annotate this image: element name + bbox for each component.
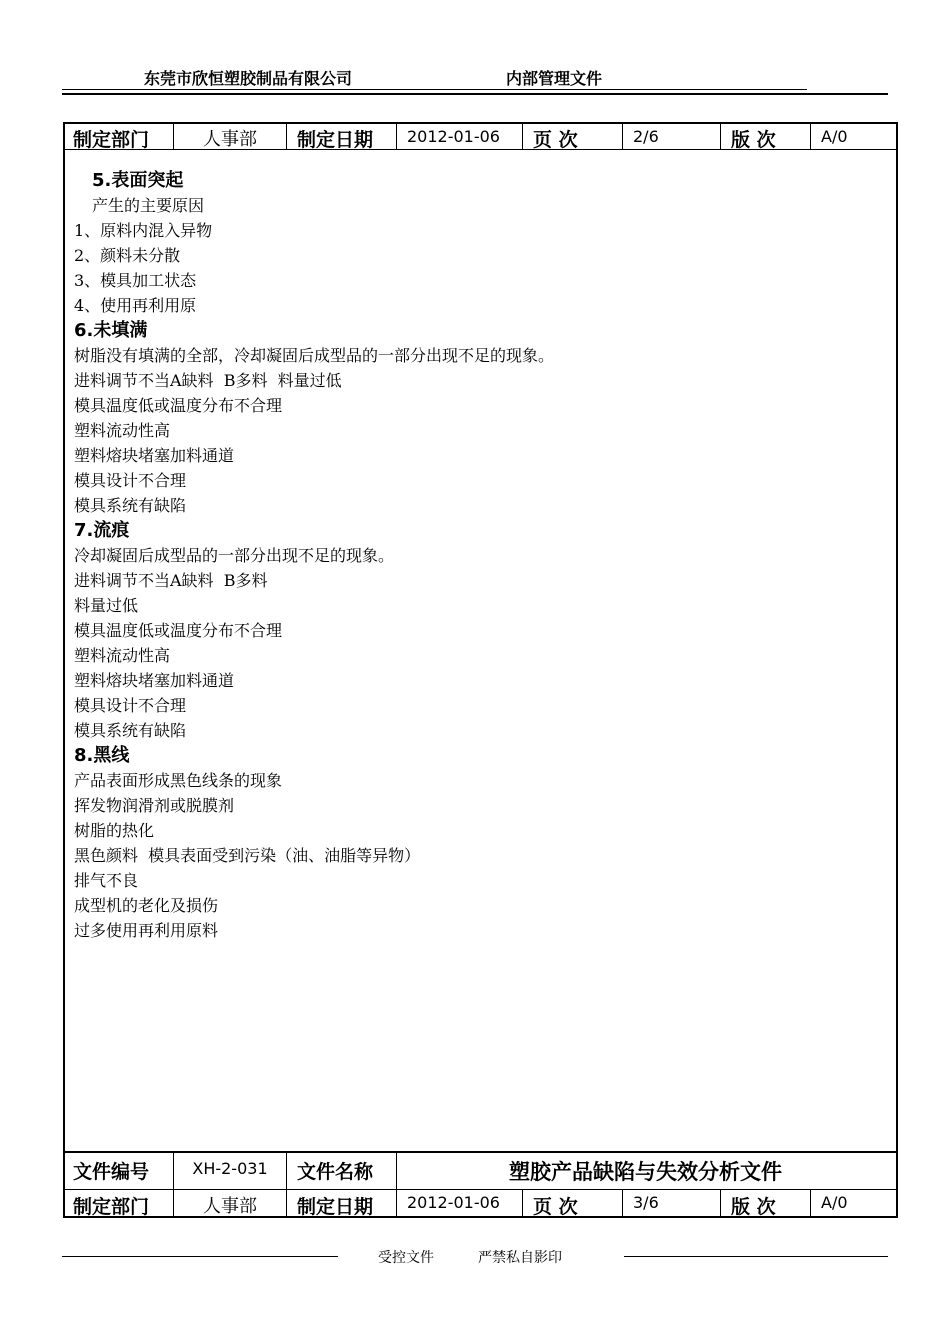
- page-label-cell: [523, 1190, 623, 1216]
- file-number-label-cell: [63, 1153, 174, 1189]
- dept-label: 制定部门: [73, 1196, 150, 1218]
- section-title: 7.流痕: [74, 520, 130, 541]
- section-line: 料量过低: [74, 596, 139, 615]
- version-label-cell: [721, 124, 811, 149]
- section-6: [74, 318, 884, 518]
- footer-rule-left: [62, 1256, 338, 1257]
- dept-label: 制定部门: [73, 129, 150, 151]
- file-number-value-cell: [174, 1153, 287, 1189]
- file-number-label: 文件编号: [73, 1161, 150, 1183]
- header-rule-thin: [62, 89, 807, 90]
- section-line: 黑色颜料 模具表面受到污染（油、油脂等异物）: [74, 846, 421, 865]
- section-line: 塑料流动性高: [74, 646, 171, 665]
- page-label-cell: [523, 124, 623, 149]
- date-label-cell: [287, 1190, 397, 1216]
- section-line: 模具系统有缺陷: [74, 721, 187, 740]
- section-line: 塑料流动性高: [74, 421, 171, 440]
- section-line: 模具设计不合理: [74, 471, 187, 490]
- section-line: 进料调节不当A缺料 B多料 料量过低: [74, 371, 342, 390]
- section-line: 树脂没有填满的全部，冷却凝固后成型品的一部分出现不足的现象。: [74, 346, 555, 365]
- section-line: 模具温度低或温度分布不合理: [74, 621, 283, 640]
- version-label: 版 次: [731, 129, 776, 151]
- bottom-info-row: [63, 1189, 898, 1218]
- controlled-document-note: 受控文件: [378, 1250, 434, 1266]
- section-line: 塑料熔块堵塞加料通道: [74, 446, 235, 465]
- section-line: 过多使用再利用原料: [74, 921, 219, 940]
- page-value: 2/6: [633, 127, 659, 146]
- page-label: 页 次: [533, 129, 578, 151]
- section-line: 模具设计不合理: [74, 696, 187, 715]
- version-label-cell: [721, 1190, 811, 1216]
- version-value-cell: [811, 1190, 894, 1216]
- date-value-cell: [397, 1190, 523, 1216]
- company-name: 东莞市欣恒塑胶制品有限公司: [144, 69, 353, 88]
- version-value: A/0: [821, 127, 848, 146]
- section-line: 塑料熔块堵塞加料通道: [74, 671, 235, 690]
- file-name-value-cell: [397, 1153, 894, 1189]
- version-label: 版 次: [731, 1196, 776, 1218]
- section-title: 8.黑线: [74, 745, 130, 766]
- date-value: 2012-01-06: [407, 127, 500, 146]
- date-label: 制定日期: [297, 129, 374, 151]
- section-line: 1、原料内混入异物: [74, 221, 213, 240]
- version-value: A/0: [821, 1193, 848, 1212]
- section-line: 3、模具加工状态: [74, 271, 197, 290]
- file-name-label-cell: [287, 1153, 397, 1189]
- section-5: [74, 168, 884, 318]
- section-line: 树脂的热化: [74, 821, 155, 840]
- section-8: [74, 743, 884, 943]
- section-7: [74, 518, 884, 743]
- file-number-value: XH-2-031: [192, 1159, 268, 1178]
- section-line: 进料调节不当A缺料 B多料: [74, 571, 268, 590]
- date-label-cell: [287, 124, 397, 149]
- page-value: 3/6: [633, 1193, 659, 1212]
- version-value-cell: [811, 124, 894, 149]
- section-line: 产生的主要原因: [92, 196, 205, 215]
- date-value: 2012-01-06: [407, 1193, 500, 1212]
- dept-value: 人事部: [203, 129, 257, 150]
- document-body: [74, 168, 884, 943]
- page-footer: [62, 1244, 888, 1268]
- no-copy-note: 严禁私自影印: [478, 1250, 562, 1266]
- section-line: 冷却凝固后成型品的一部分出现不足的现象。: [74, 546, 395, 565]
- top-info-row: [63, 122, 898, 150]
- section-title: 6.未填满: [74, 320, 148, 341]
- footer-rule-right: [624, 1256, 888, 1257]
- header-rule-thick: [62, 93, 888, 95]
- section-line: 4、使用再利用原: [74, 296, 197, 315]
- section-line: 模具温度低或温度分布不合理: [74, 396, 283, 415]
- date-label: 制定日期: [297, 1196, 374, 1218]
- dept-value: 人事部: [203, 1196, 257, 1217]
- page-header: [62, 62, 888, 94]
- date-value-cell: [397, 124, 523, 149]
- dept-label-cell: [63, 1190, 174, 1216]
- page-value-cell: [623, 1190, 721, 1216]
- dept-label-cell: [63, 124, 174, 149]
- section-line: 模具系统有缺陷: [74, 496, 187, 515]
- page-value-cell: [623, 124, 721, 149]
- section-title: 5.表面突起: [92, 170, 184, 191]
- section-line: 产品表面形成黑色线条的现象: [74, 771, 283, 790]
- file-info-row: [63, 1151, 898, 1190]
- dept-value-cell: [174, 124, 287, 149]
- file-name-label: 文件名称: [297, 1161, 374, 1183]
- section-line: 排气不良: [74, 871, 139, 890]
- dept-value-cell: [174, 1190, 287, 1216]
- section-line: 成型机的老化及损伤: [74, 896, 219, 915]
- section-line: 挥发物润滑剂或脱膜剂: [74, 796, 235, 815]
- document-type: 内部管理文件: [506, 69, 603, 88]
- document-title: 塑胶产品缺陷与失效分析文件: [509, 1160, 782, 1184]
- page-label: 页 次: [533, 1196, 578, 1218]
- section-line: 2、颜料未分散: [74, 246, 181, 265]
